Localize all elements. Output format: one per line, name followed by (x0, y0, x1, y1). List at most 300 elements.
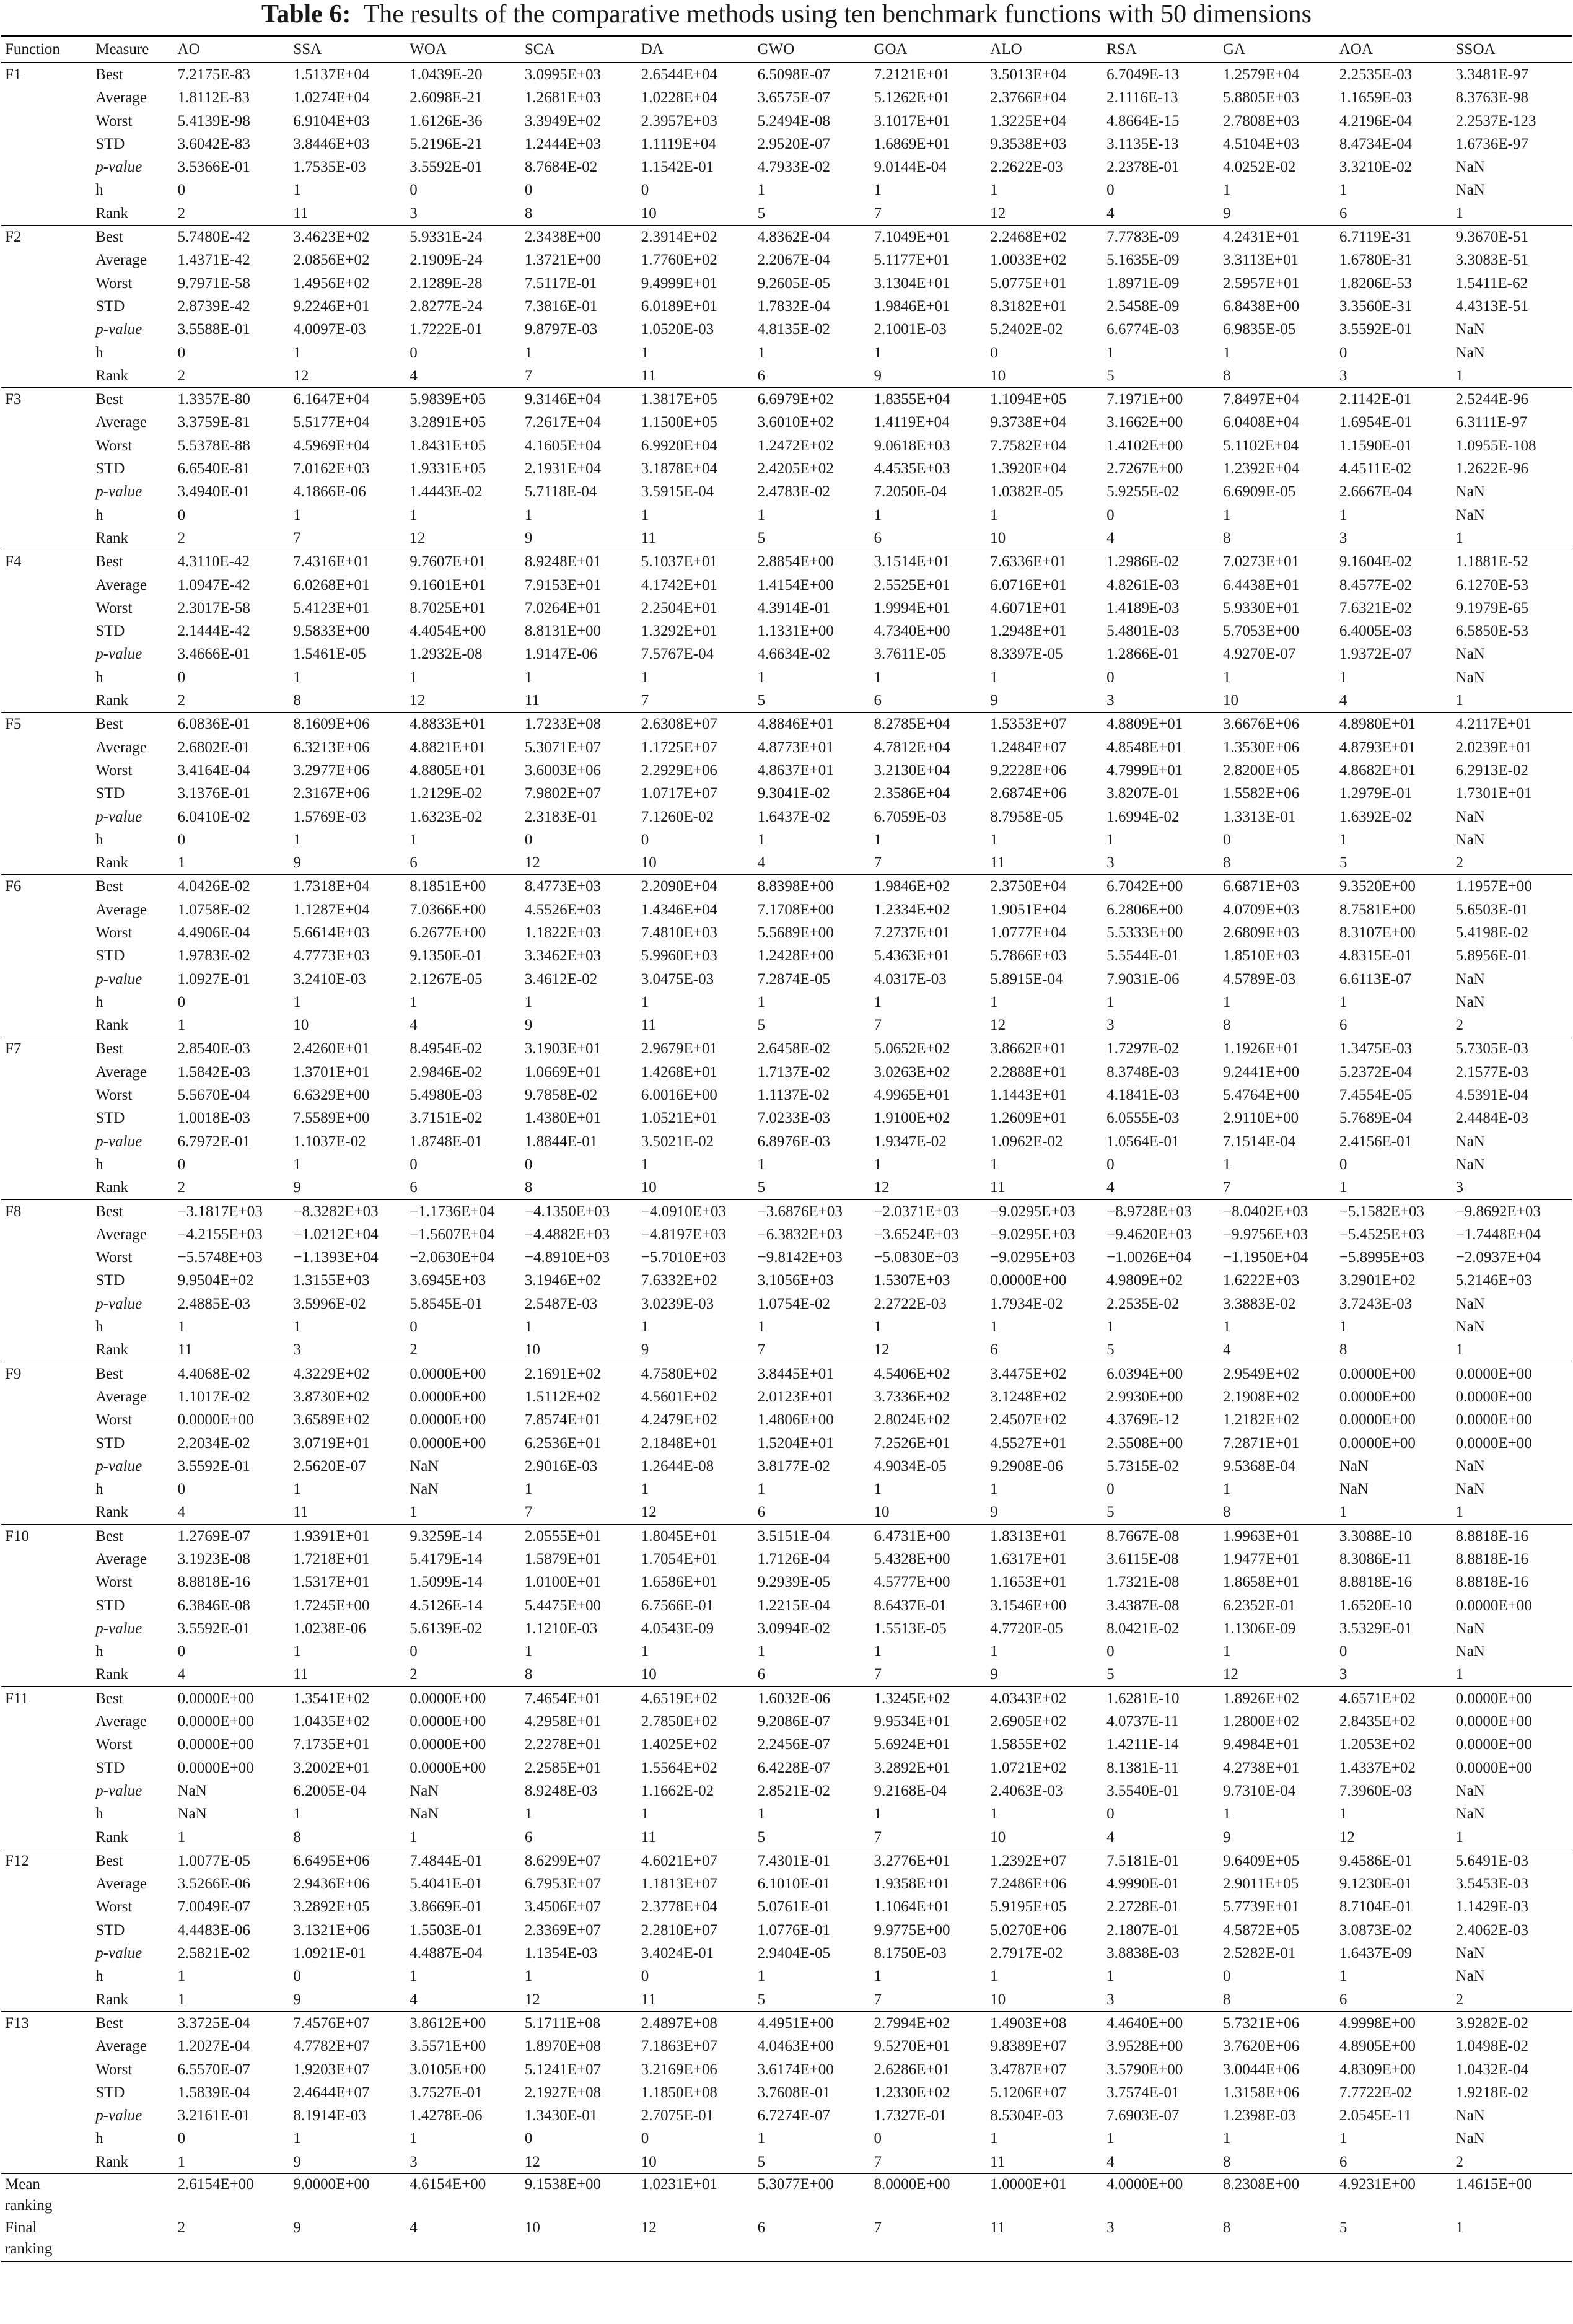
value-cell: 11 (990, 2153, 1006, 2170)
value-cell: 7.2486E+06 (990, 1875, 1067, 1893)
value-cell: 3 (1106, 1017, 1115, 1034)
value-cell: 1.4189E-03 (1106, 599, 1180, 616)
value-cell: 2.4897E+08 (638, 2011, 754, 2035)
function-name-empty (1, 1153, 92, 1176)
value-cell: 4.8135E-02 (757, 321, 830, 338)
function-name-empty (1, 689, 92, 713)
function-name-empty (1, 480, 92, 503)
results-table (1, 35, 1572, 2262)
value-cell: NaN (1455, 1155, 1485, 1173)
value-cell: 1.3225E+04 (990, 112, 1067, 129)
value-cell: −4.8197E+03 (641, 1226, 726, 1243)
value-cell: 1.5204E+01 (757, 1434, 834, 1452)
measure-label: h (95, 1318, 103, 1336)
table-row (1, 364, 1572, 388)
measure-label: Best (92, 2011, 173, 2035)
value-cell: 5.4801E-03 (1106, 623, 1180, 640)
value-cell: NaN (1455, 1643, 1485, 1660)
summary-value: 8.2308E+00 (1219, 2174, 1336, 2218)
value-cell: NaN (1455, 993, 1485, 1011)
value-cell: 8 (1222, 1504, 1231, 1521)
value-cell: 3.0995E+03 (521, 63, 638, 86)
value-cell: 3.3088E-10 (1336, 1524, 1452, 1548)
value-cell: 0 (177, 831, 186, 848)
value-cell: 6 (410, 854, 418, 872)
table-row (1, 1965, 1572, 1988)
value-cell: 5.7315E-02 (1106, 1457, 1180, 1475)
value-cell: 3.5329E-01 (1339, 1620, 1413, 1637)
function-name-empty (1, 1455, 92, 1478)
value-cell: 2.8540E-03 (174, 1037, 290, 1061)
value-cell: 2 (1455, 854, 1464, 872)
measure-label: p-value (95, 808, 142, 825)
function-name-empty (1, 828, 92, 851)
value-cell: 8.8398E+00 (754, 875, 870, 898)
value-cell: 1.7137E-02 (757, 1063, 830, 1081)
value-cell: 1 (874, 1155, 882, 1173)
value-cell: 10 (990, 367, 1006, 384)
value-cell: 1.1064E+01 (874, 1898, 950, 1916)
value-cell: 3.4164E-04 (177, 761, 250, 779)
value-cell: 1 (1106, 1318, 1115, 1336)
value-cell: 6.6113E-07 (1339, 970, 1412, 988)
value-cell: 10 (874, 1504, 890, 1521)
value-cell: 9 (1222, 204, 1231, 222)
column-header: GWO (757, 41, 795, 58)
value-cell: 2.7850E+02 (641, 1713, 717, 1730)
value-cell: 4.7773E+03 (293, 947, 370, 965)
function-name-empty (1, 1617, 92, 1640)
value-cell: 2.8277E-24 (410, 297, 483, 315)
value-cell: 7.6321E-02 (1339, 599, 1413, 616)
value-cell: 5 (757, 529, 766, 546)
value-cell: 4.8821E+01 (410, 739, 486, 756)
value-cell: 3.5571E+00 (410, 2038, 486, 2055)
measure-label: h (95, 1481, 103, 1498)
value-cell: −5.4525E+03 (1339, 1226, 1425, 1243)
value-cell: 2.7267E+00 (1106, 460, 1183, 478)
value-cell: 1.4337E+02 (1339, 1759, 1416, 1776)
value-cell: 6 (410, 1179, 418, 1196)
value-cell: 6.6979E+02 (754, 388, 870, 411)
measure-label: Rank (95, 367, 128, 384)
value-cell: 3.2776E+01 (870, 1849, 986, 1872)
measure-label: p-value (95, 1295, 142, 1312)
value-cell: 9 (524, 1017, 533, 1034)
table-row (1, 1802, 1572, 1825)
summary-value: 7 (870, 2217, 986, 2261)
value-cell: 6 (874, 692, 882, 709)
value-cell: 1.2027E-04 (177, 2038, 250, 2055)
value-cell: 3.2161E-01 (177, 2107, 250, 2124)
value-cell: 7.1049E+01 (870, 226, 986, 249)
value-cell: 1 (1106, 344, 1115, 361)
value-cell: 1.2215E-04 (757, 1597, 830, 1614)
value-cell: 5.4328E+00 (874, 1551, 950, 1568)
value-cell: 7.6903E-07 (1106, 2107, 1180, 2124)
value-cell: 4.1841E-03 (1106, 1087, 1180, 1104)
value-cell: 3.3481E-97 (1452, 63, 1572, 86)
value-cell: 6.2352E-01 (1222, 1597, 1296, 1614)
value-cell: 7.9153E+01 (524, 576, 602, 594)
value-cell: 3.5592E-01 (410, 159, 483, 176)
value-cell: NaN (410, 1481, 439, 1498)
value-cell: 1 (990, 1805, 998, 1823)
summary-value: 10 (521, 2217, 638, 2261)
value-cell: 3.6174E+00 (757, 2061, 834, 2078)
value-cell: −2.0371E+03 (870, 1199, 986, 1223)
table-row (1, 759, 1572, 782)
value-cell: 7 (1222, 1179, 1231, 1196)
caption-label: Table 6: (261, 0, 351, 29)
value-cell: 2.5957E+01 (1222, 274, 1300, 292)
value-cell: 1.5769E-03 (293, 808, 366, 825)
measure-label: Worst (95, 1249, 133, 1266)
function-name-empty (1, 574, 92, 597)
value-cell: 7 (874, 1991, 882, 2008)
value-cell: 1.1210E-03 (524, 1620, 598, 1637)
value-cell: 2.8200E+05 (1222, 761, 1300, 779)
value-cell: 0.0000E+00 (410, 1713, 486, 1730)
value-cell: 1.7245E+00 (293, 1597, 370, 1614)
value-cell: 2.2456E-07 (757, 1736, 830, 1753)
measure-label: STD (95, 785, 125, 802)
measure-label: p-value (95, 2107, 142, 2124)
value-cell: 3.8445E+01 (754, 1362, 870, 1385)
column-header: RSA (1106, 41, 1137, 58)
value-cell: 9 (1222, 1828, 1231, 1846)
value-cell: 4.8315E-01 (1339, 947, 1413, 965)
function-name: F5 (1, 713, 92, 736)
value-cell: 10 (641, 1666, 657, 1683)
value-cell: 7.2050E-04 (874, 483, 947, 501)
value-cell: 0 (641, 1968, 649, 1985)
summary-label-line2: ranking (5, 2240, 53, 2258)
value-cell: NaN (1455, 344, 1485, 361)
value-cell: 7.2526E+01 (874, 1434, 950, 1452)
value-cell: 0 (1222, 831, 1231, 848)
table-row (1, 1292, 1572, 1315)
value-cell: 1 (1339, 1179, 1347, 1196)
value-cell: 2.4644E+07 (293, 2084, 370, 2101)
value-cell: 6.9835E-05 (1222, 321, 1296, 338)
value-cell: 3.1662E+00 (1106, 414, 1183, 431)
value-cell: 8.4773E+03 (521, 875, 638, 898)
measure-label: Worst (95, 599, 133, 616)
value-cell: 10 (641, 854, 657, 872)
value-cell: 10 (641, 204, 657, 222)
value-cell: 1.1926E+01 (1219, 1037, 1336, 1061)
value-cell: 2.4484E-03 (1455, 1110, 1529, 1127)
value-cell: 5.9331E-24 (406, 226, 521, 249)
value-cell: 5 (757, 204, 766, 222)
table-row (1, 1826, 1572, 1849)
value-cell: 1.8971E-09 (1106, 274, 1180, 292)
value-cell: 5.5378E-88 (177, 437, 250, 454)
value-cell: 9.5368E-04 (1222, 1457, 1296, 1475)
measure-label: Worst (95, 437, 133, 454)
value-cell: 6 (1339, 1017, 1347, 1034)
value-cell: 2.2585E+01 (524, 1759, 602, 1776)
value-cell: 1.2622E-96 (1455, 460, 1529, 478)
value-cell: 1 (524, 669, 533, 686)
value-cell: 7.7582E+04 (990, 437, 1067, 454)
value-cell: 1.8431E+05 (410, 437, 486, 454)
value-cell: 1.7222E-01 (410, 321, 483, 338)
value-cell: 1.3313E-01 (1222, 808, 1296, 825)
value-cell: 5.1102E+04 (1222, 437, 1299, 454)
measure-label: Rank (95, 529, 128, 546)
value-cell: 0.0000E+00 (406, 1362, 521, 1385)
value-cell: NaN (1455, 1318, 1485, 1336)
value-cell: 4 (1106, 529, 1115, 546)
function-name-empty (1, 1895, 92, 1918)
value-cell: 9.1979E-65 (1455, 599, 1529, 616)
value-cell: −9.0295E+03 (990, 1249, 1076, 1266)
function-name-empty (1, 1826, 92, 1849)
value-cell: 4.9998E+00 (1336, 2011, 1452, 2035)
value-cell: 7.5589E+00 (293, 1110, 370, 1127)
value-cell: 2.9549E+02 (1219, 1362, 1336, 1385)
value-cell: 6.2677E+00 (410, 924, 486, 941)
value-cell: 2.6667E-04 (1339, 483, 1413, 501)
value-cell: 4.7782E+07 (293, 2038, 370, 2055)
value-cell: 0 (1106, 1805, 1115, 1823)
value-cell: 1.4903E+08 (986, 2011, 1103, 2035)
value-cell: 2.3778E+04 (641, 1898, 717, 1916)
value-cell: 1.8748E-01 (410, 1133, 483, 1150)
value-cell: 2.3369E+07 (524, 1921, 602, 1939)
function-name-empty (1, 1548, 92, 1571)
value-cell: 1 (410, 831, 418, 848)
function-name-empty (1, 968, 92, 991)
value-cell: 3.3759E-81 (177, 414, 250, 431)
value-cell: 1.8112E-83 (177, 89, 250, 107)
value-cell: 3.3210E-02 (1339, 159, 1413, 176)
value-cell: 5 (757, 1991, 766, 2008)
table-row (1, 875, 1572, 898)
function-name-empty (1, 295, 92, 318)
value-cell: 9.3538E+03 (990, 135, 1067, 152)
value-cell: 1.3357E-80 (174, 388, 290, 411)
value-cell: 6.0716E+01 (990, 576, 1067, 594)
function-name-empty (1, 1432, 92, 1455)
value-cell: 1.8045E+01 (638, 1524, 754, 1548)
value-cell: 11 (641, 1828, 656, 1846)
value-cell: 3.8730E+02 (293, 1388, 370, 1405)
value-cell: 1 (1339, 993, 1347, 1011)
value-cell: 3.9282E-02 (1452, 2011, 1572, 2035)
value-cell: NaN (1455, 808, 1485, 825)
measure-label: Rank (95, 1666, 128, 1683)
value-cell: 3 (1339, 1666, 1347, 1683)
value-cell: −1.0026E+04 (1106, 1249, 1192, 1266)
value-cell: 1.2644E-08 (641, 1457, 714, 1475)
value-cell: 0 (641, 182, 649, 199)
value-cell: 2.5487E-03 (524, 1295, 598, 1312)
value-cell: −9.9756E+03 (1222, 1226, 1308, 1243)
value-cell: 4.3769E-12 (1106, 1411, 1180, 1429)
value-cell: 2.7075E-01 (641, 2107, 714, 2124)
value-cell: 3.2891E+05 (410, 414, 486, 431)
measure-label: p-value (95, 1620, 142, 1637)
value-cell: 0.0000E+00 (177, 1736, 254, 1753)
value-cell: 1 (874, 1643, 882, 1660)
value-cell: 6.3111E-97 (1455, 414, 1528, 431)
value-cell: 1 (874, 1481, 882, 1498)
value-cell: 4.9034E-05 (874, 1457, 947, 1475)
value-cell: 1.8970E+08 (524, 2038, 602, 2055)
value-cell: 1.0947E-42 (177, 576, 250, 594)
value-cell: 4.7999E+01 (1106, 761, 1183, 779)
value-cell: 6.0408E+04 (1222, 414, 1300, 431)
value-cell: 2.2722E-03 (874, 1295, 947, 1312)
value-cell: 3.5915E-04 (641, 483, 714, 501)
value-cell: NaN (1455, 970, 1485, 988)
value-cell: 1.1443E+01 (990, 1087, 1067, 1104)
table-row (1, 1524, 1572, 1548)
value-cell: 4.8664E-15 (1106, 112, 1180, 129)
value-cell: 9.7971E-58 (177, 274, 250, 292)
summary-value: 5.3077E+00 (754, 2174, 870, 2218)
value-cell: 4.5789E-03 (1222, 970, 1296, 988)
value-cell: 2.6802E-01 (177, 739, 250, 756)
value-cell: 5.6139E-02 (410, 1620, 483, 1637)
table-row (1, 248, 1572, 271)
value-cell: 2.3914E+02 (638, 226, 754, 249)
value-cell: 1 (177, 1318, 186, 1336)
value-cell: 3.1017E+01 (874, 112, 950, 129)
value-cell: 11 (524, 692, 540, 709)
value-cell: 1 (1339, 669, 1347, 686)
value-cell: 0 (177, 993, 186, 1011)
value-cell: 1 (293, 344, 301, 361)
value-cell: 3.1903E+01 (521, 1037, 638, 1061)
value-cell: 3 (1106, 1991, 1115, 2008)
value-cell: 3.4666E-01 (177, 646, 250, 663)
value-cell: 1.0521E+01 (641, 1110, 717, 1127)
value-cell: 7.4301E-01 (754, 1849, 870, 1872)
measure-label: Rank (95, 1504, 128, 1521)
value-cell: 1 (757, 344, 766, 361)
value-cell: 3.5996E-02 (293, 1295, 366, 1312)
value-cell: 4.3229E+02 (289, 1362, 406, 1385)
value-cell: 6.0189E+01 (641, 297, 717, 315)
value-cell: 9 (990, 692, 998, 709)
summary-value: 4.9231E+00 (1336, 2174, 1452, 2218)
measure-label: Rank (95, 1179, 128, 1196)
value-cell: 1.2053E+02 (1339, 1736, 1416, 1753)
value-cell: 4.4906E-04 (177, 924, 250, 941)
value-cell: 2.2888E+01 (990, 1063, 1067, 1081)
value-cell: 3 (1106, 692, 1115, 709)
value-cell: 1.0962E-02 (990, 1133, 1063, 1150)
measure-label: Best (92, 1037, 173, 1061)
value-cell: 2.4260E+01 (289, 1037, 406, 1061)
value-cell: −8.0402E+03 (1219, 1199, 1336, 1223)
value-cell: 3.7243E-03 (1339, 1295, 1413, 1312)
measure-label: Average (95, 1063, 147, 1081)
value-cell: 1 (1222, 669, 1231, 686)
header-row (1, 36, 1572, 63)
value-cell: 6.7274E-07 (757, 2107, 830, 2124)
value-cell: 1 (874, 993, 882, 1011)
function-name-empty (1, 2035, 92, 2058)
value-cell: 4.2431E+01 (1219, 226, 1336, 249)
function-name-empty (1, 898, 92, 921)
value-cell: 0 (1106, 1155, 1115, 1173)
value-cell: 3.6589E+02 (293, 1411, 370, 1429)
value-cell: 5.4980E-03 (410, 1087, 483, 1104)
value-cell: 0.0000E+00 (410, 1759, 486, 1776)
value-cell: 1 (1222, 344, 1231, 361)
value-cell: 5.7480E-42 (174, 226, 290, 249)
table-row (1, 689, 1572, 713)
value-cell: 8.8818E-16 (1339, 1574, 1413, 1591)
value-cell: 0.0000E+00 (410, 1388, 486, 1405)
value-cell: 2.6874E+06 (990, 785, 1067, 802)
value-cell: 1.2986E-02 (1103, 550, 1219, 574)
value-cell: 6 (757, 367, 766, 384)
value-cell: 4.5391E-04 (1455, 1087, 1529, 1104)
value-cell: 1 (177, 2153, 186, 2170)
value-cell: 6.2005E-04 (293, 1782, 366, 1799)
value-cell: 5.1177E+01 (874, 252, 950, 269)
value-cell: 1.3430E-01 (524, 2107, 598, 2124)
value-cell: 5.9330E+01 (1222, 599, 1300, 616)
value-cell: 1.5307E+03 (874, 1272, 950, 1289)
value-cell: 3.5588E-01 (177, 321, 250, 338)
function-name-empty (1, 736, 92, 759)
value-cell: 1.3158E+06 (1222, 2084, 1300, 2101)
value-cell: 3.5151E-04 (754, 1524, 870, 1548)
value-cell: 9.7310E-04 (1222, 1782, 1296, 1799)
value-cell: 4.6634E-02 (757, 646, 830, 663)
value-cell: 9.2168E-04 (874, 1782, 947, 1799)
value-cell: −1.0212E+04 (293, 1226, 379, 1243)
measure-label: STD (95, 1759, 125, 1776)
value-cell: 1 (874, 344, 882, 361)
value-cell: 3.1376E-01 (177, 785, 250, 802)
value-cell: 2.2929E+06 (641, 761, 717, 779)
value-cell: 1.1813E+07 (641, 1875, 717, 1893)
value-cell: 0 (410, 1318, 418, 1336)
table-row (1, 642, 1572, 665)
value-cell: 1.6323E-02 (410, 808, 483, 825)
value-cell: 1 (874, 1805, 882, 1823)
value-cell: 6.1010E-01 (757, 1875, 830, 1893)
value-cell: 0 (641, 831, 649, 848)
value-cell: 3.8207E-01 (1106, 785, 1180, 802)
value-cell: 1 (1339, 182, 1347, 199)
value-cell: 1.1500E+05 (641, 414, 717, 431)
value-cell: 9 (293, 2153, 301, 2170)
value-cell: 9.1604E-02 (1336, 550, 1452, 574)
value-cell: NaN (410, 1805, 439, 1823)
value-cell: NaN (1455, 506, 1485, 524)
value-cell: 4 (177, 1666, 186, 1683)
value-cell: 3.2169E+06 (641, 2061, 717, 2078)
value-cell: 1.2866E-01 (1106, 646, 1180, 663)
value-cell: 1 (410, 2130, 418, 2147)
function-name-empty (1, 1710, 92, 1733)
value-cell: NaN (177, 1805, 207, 1823)
value-cell: 1 (524, 1481, 533, 1498)
column-header: SSOA (1455, 41, 1496, 58)
value-cell: 0.0000E+00 (1339, 1388, 1416, 1405)
value-cell: 6.6540E-81 (177, 460, 250, 478)
value-cell: 4.4887E-04 (410, 1945, 483, 1962)
